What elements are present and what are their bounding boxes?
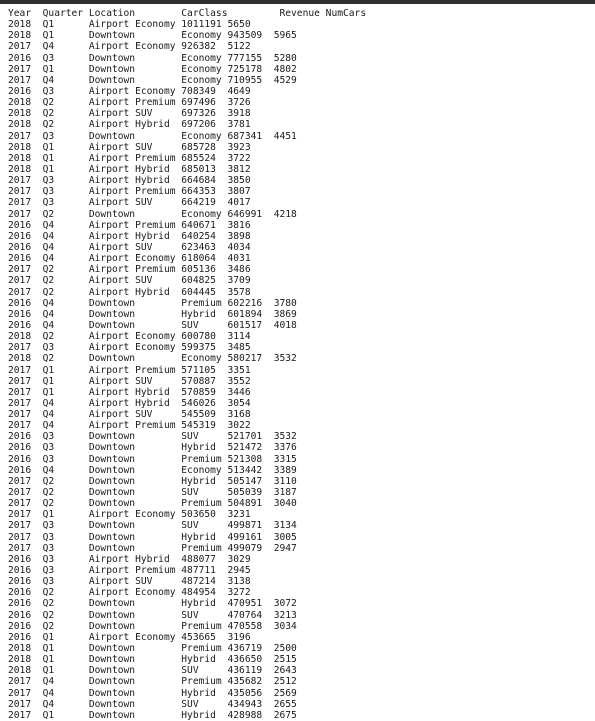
table-row: 2018 Q1 Downtown SUV 436119 2643	[8, 665, 297, 677]
table-row: 2016 Q3 Downtown Economy 777155 5280	[8, 52, 297, 64]
table-row: 2016 Q4 Airport Economy 618064 4031	[8, 253, 251, 265]
table-row: 2017 Q2 Downtown Economy 646991 4218	[8, 208, 297, 220]
table-row: 2017 Q1 Downtown Hybrid 428988 2675	[8, 709, 297, 721]
table-row: 2016 Q3 Downtown SUV 521701 3532	[8, 431, 297, 443]
table-row: 2017 Q1 Airport SUV 570887 3552	[8, 375, 251, 387]
table-row: 2016 Q2 Airport Economy 484954 3272	[8, 587, 251, 599]
table-row: 2017 Q2 Downtown Hybrid 505147 3110	[8, 475, 297, 487]
table-row: 2018 Q1 Airport Premium 685524 3722	[8, 152, 251, 164]
table-row: 2017 Q4 Downtown Premium 435682 2512	[8, 676, 297, 688]
table-row: 2017 Q2 Downtown SUV 505039 3187	[8, 487, 297, 499]
table-row: 2016 Q2 Downtown Hybrid 470951 3072	[8, 598, 297, 610]
table-row: 2017 Q3 Downtown Premium 499079 2947	[8, 542, 297, 554]
table-row: 2016 Q3 Airport Hybrid 488077 3029	[8, 553, 251, 565]
table-row: 2018 Q2 Airport SUV 697326 3918	[8, 108, 251, 120]
table-row: 2016 Q4 Airport Premium 640671 3816	[8, 219, 251, 231]
table-row: 2017 Q4 Downtown Economy 710955 4529	[8, 74, 297, 86]
table-row: 2016 Q4 Downtown Premium 602216 3780	[8, 297, 297, 309]
table-row: 2016 Q4 Airport SUV 623463 4034	[8, 241, 251, 253]
table-row: 2016 Q1 Airport Economy 453665 3196	[8, 631, 251, 643]
table-row: 2016 Q2 Downtown Premium 470558 3034	[8, 620, 297, 632]
table-row: 2017 Q1 Airport Hybrid 570859 3446	[8, 386, 251, 398]
table-row: 2016 Q3 Downtown Hybrid 521472 3376	[8, 442, 297, 454]
table-row: 2017 Q4 Airport Economy 926382 5122	[8, 41, 251, 53]
table-row: 2016 Q4 Downtown Hybrid 601894 3869	[8, 308, 297, 320]
table-row: 2018 Q1 Downtown Economy 943509 5965	[8, 30, 297, 42]
query-result-output	[8, 8, 366, 721]
table-body	[8, 19, 366, 721]
table-row: 2017 Q3 Downtown Hybrid 499161 3005	[8, 531, 297, 543]
table-row: 2017 Q3 Downtown Economy 687341 4451	[8, 130, 297, 142]
table-row: 2018 Q2 Downtown Economy 580217 3532	[8, 353, 297, 365]
table-row: 2018 Q2 Airport Hybrid 697206 3781	[8, 119, 251, 131]
table-row: 2017 Q1 Airport Economy 503650 3231	[8, 509, 251, 521]
table-row: 2018 Q1 Downtown Hybrid 436650 2515	[8, 654, 297, 666]
table-row: 2017 Q2 Downtown Premium 504891 3040	[8, 498, 297, 510]
table-row: 2017 Q2 Airport Hybrid 604445 3578	[8, 286, 251, 298]
table-row: 2017 Q3 Airport Premium 664353 3807	[8, 186, 251, 198]
table-row: 2017 Q3 Airport Economy 599375 3485	[8, 342, 251, 354]
table-row: 2017 Q1 Airport Premium 571105 3351	[8, 364, 251, 376]
table-row: 2017 Q3 Airport SUV 664219 4017	[8, 197, 251, 209]
table-row: 2016 Q4 Airport Hybrid 640254 3898	[8, 230, 251, 242]
table-row: 2018 Q1 Airport Hybrid 685013 3812	[8, 163, 251, 175]
table-row: 2018 Q1 Downtown Premium 436719 2500	[8, 643, 297, 655]
table-row: 2017 Q4 Airport SUV 545509 3168	[8, 409, 251, 421]
table-row: 2016 Q2 Downtown SUV 470764 3213	[8, 609, 297, 621]
table-header: Year Quarter Location CarClass Revenue NumCars	[8, 8, 367, 19]
table-row: 2018 Q2 Airport Economy 600780 3114	[8, 331, 251, 343]
table-row: 2016 Q3 Airport Premium 487711 2945	[8, 565, 251, 577]
table-row: 2016 Q3 Airport SUV 487214 3138	[8, 576, 251, 588]
table-row: 2017 Q3 Downtown SUV 499871 3134	[8, 520, 297, 532]
table-row: 2017 Q4 Airport Premium 545319 3022	[8, 420, 251, 432]
table-row: 2018 Q1 Airport Economy 1011191 5650	[8, 19, 251, 31]
table-row: 2017 Q4 Downtown SUV 434943 2655	[8, 698, 297, 710]
table-row: 2016 Q3 Airport Economy 708349 4649	[8, 85, 251, 97]
table-row: 2017 Q1 Downtown Economy 725178 4802	[8, 63, 297, 75]
table-row: 2017 Q4 Airport Hybrid 546026 3054	[8, 397, 251, 409]
table-row: 2017 Q4 Downtown Hybrid 435056 2569	[8, 687, 297, 699]
table-row: 2016 Q3 Downtown Premium 521308 3315	[8, 453, 297, 465]
table-row: 2017 Q2 Airport SUV 604825 3709	[8, 275, 251, 287]
table-row: 2016 Q4 Downtown Economy 513442 3389	[8, 464, 297, 476]
table-row: 2017 Q2 Airport Premium 605136 3486	[8, 264, 251, 276]
table-row: 2018 Q2 Airport Premium 697496 3726	[8, 97, 251, 109]
window-top-bar	[0, 0, 595, 4]
table-row: 2017 Q3 Airport Hybrid 664684 3850	[8, 175, 251, 187]
table-row: 2016 Q4 Downtown SUV 601517 4018	[8, 319, 297, 331]
table-row: 2018 Q1 Airport SUV 685728 3923	[8, 141, 251, 153]
